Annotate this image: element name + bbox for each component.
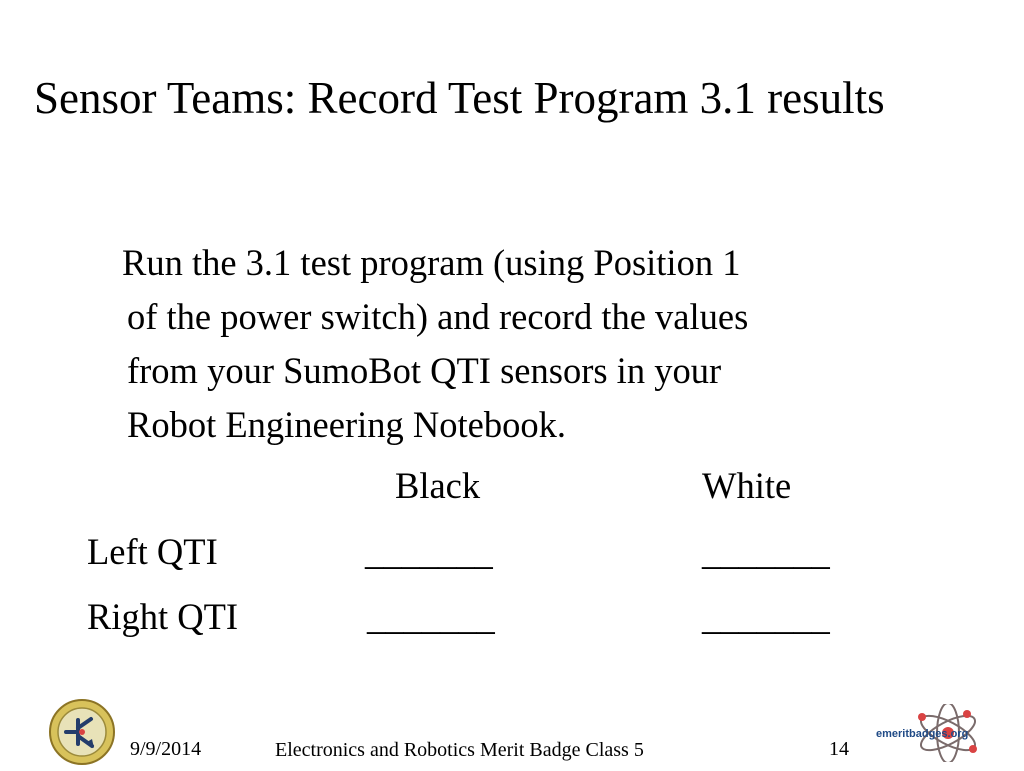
right-black-blank: _______ bbox=[367, 596, 495, 637]
electronics-merit-badge-icon bbox=[48, 698, 116, 766]
row-label-left-qti: Left QTI bbox=[87, 531, 218, 572]
footer-page-number: 14 bbox=[829, 738, 849, 760]
logo-text: emeritbadges.org bbox=[876, 728, 969, 740]
left-black-blank: _______ bbox=[365, 531, 493, 572]
instruction-line-3: from your SumoBot QTI sensors in your bbox=[127, 350, 722, 391]
column-header-black: Black bbox=[395, 465, 481, 506]
row-label-right-qti: Right QTI bbox=[87, 596, 239, 637]
footer-course: Electronics and Robotics Merit Badge Class 5 bbox=[275, 739, 644, 761]
column-header-white: White bbox=[702, 465, 792, 506]
left-white-blank: _______ bbox=[702, 531, 830, 572]
instruction-line-4: Robot Engineering Notebook. bbox=[127, 404, 566, 445]
footer-date: 9/9/2014 bbox=[130, 738, 202, 760]
slide-title: Sensor Teams: Record Test Program 3.1 results bbox=[34, 73, 885, 123]
instruction-line-1: Run the 3.1 test program (using Position 1 bbox=[122, 242, 741, 283]
instruction-line-2: of the power switch) and record the values bbox=[127, 296, 749, 337]
right-white-blank: _______ bbox=[702, 596, 830, 637]
